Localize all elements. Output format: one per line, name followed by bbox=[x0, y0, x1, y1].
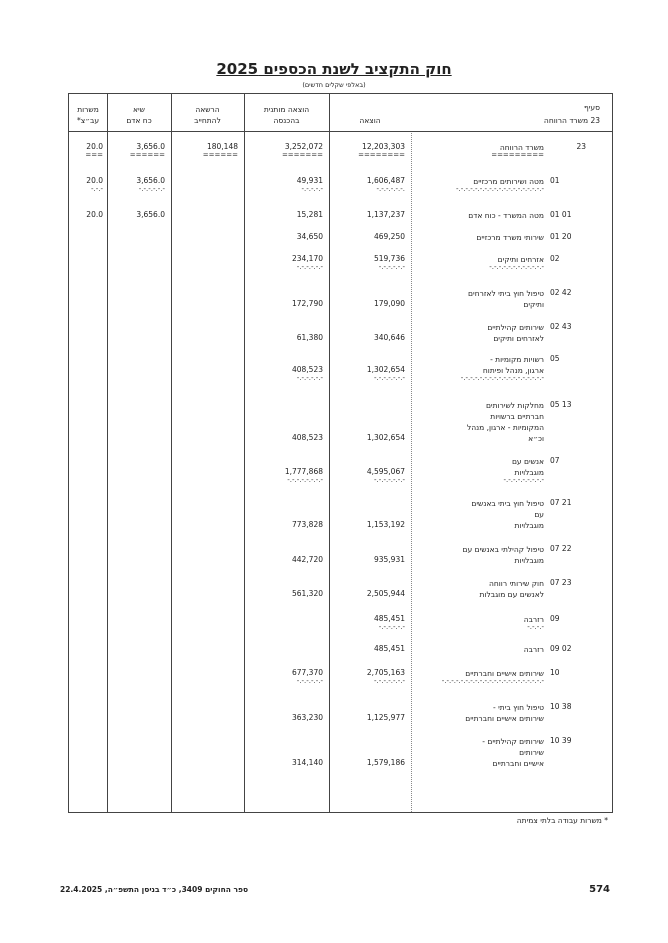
cell-underline: -.-.-.-.-.- bbox=[296, 374, 323, 382]
cell-underline: -.-.-.-.-.-.- bbox=[373, 476, 405, 484]
budget-table bbox=[68, 93, 613, 813]
footnote: * משרות עבודה בלתי צמיתה bbox=[516, 816, 608, 825]
header-peak: שיא כח אדם bbox=[126, 105, 152, 125]
cell-expense: 935,931 bbox=[373, 555, 405, 564]
row-code: 10 38 bbox=[550, 702, 572, 711]
cell-underline: -.-.-.-.-.- bbox=[378, 263, 405, 271]
cell-cond: 34,650 bbox=[296, 232, 323, 241]
row-code: 05 bbox=[550, 354, 560, 363]
cell-pos: 20.0 bbox=[86, 142, 103, 151]
cell-expense: 179,090 bbox=[373, 299, 405, 308]
cell-cond: 3,252,072 bbox=[284, 142, 323, 151]
cell-pos: 20.0 bbox=[86, 210, 103, 219]
row-code: 01 20 bbox=[550, 232, 572, 241]
cell-underline: ======== bbox=[358, 151, 405, 159]
col-divider bbox=[107, 94, 108, 812]
row-code: 10 39 bbox=[550, 736, 572, 745]
cell-expense: 1,579,186 bbox=[366, 758, 405, 767]
cell-cond: 61,380 bbox=[296, 333, 323, 342]
cell-cond: 314,140 bbox=[291, 758, 323, 767]
cell-expense: 12,203,303 bbox=[362, 142, 405, 151]
col-divider bbox=[171, 94, 172, 812]
row-label: טיפול קהילתי באנשים עם מוגבלויות bbox=[462, 545, 544, 565]
cell-cond: 15,281 bbox=[296, 210, 323, 219]
cell-expense: 2,505,944 bbox=[366, 589, 405, 598]
row-code: 02 bbox=[550, 254, 560, 263]
cell-cond: 172,790 bbox=[291, 299, 323, 308]
cell-cond: 234,170 bbox=[291, 254, 323, 263]
header-section-name: 23 משרד הרווחה bbox=[543, 116, 600, 125]
cell-cond: 408,523 bbox=[291, 433, 323, 442]
row-label: אזרחים ותיקים bbox=[497, 255, 544, 264]
col-divider bbox=[329, 94, 330, 812]
cell-underline: -.-.-.-.-.-. bbox=[376, 185, 405, 193]
cell-auth: 180,148 bbox=[206, 142, 238, 151]
col-divider bbox=[244, 94, 245, 812]
cell-underline: -.-.-.-.-.- bbox=[296, 263, 323, 271]
row-label: שירותים קהילתיים לאזרחים ותיקים bbox=[487, 323, 544, 343]
cell-cond: 773,828 bbox=[291, 520, 323, 529]
row-code: 09 02 bbox=[550, 644, 572, 653]
cell-underline: -.-.-.-.-.- bbox=[378, 623, 405, 631]
row-code: 02 42 bbox=[550, 288, 572, 297]
row-label-underline: ========= bbox=[491, 151, 544, 159]
cell-expense: 485,451 bbox=[373, 614, 405, 623]
row-label-underline: -.-.-.-.-.-.-.-.-.-.-.-.-.-.-.-.-.-.-.-.-.- bbox=[441, 677, 544, 685]
cell-peak: 3,656.0 bbox=[136, 210, 165, 219]
cell-cond: 49,931 bbox=[296, 176, 323, 185]
row-label: רזרבה bbox=[523, 645, 544, 654]
row-label: שירותים אישיים וחברתיים bbox=[465, 669, 544, 678]
cell-peak: 3,656.0 bbox=[136, 142, 165, 151]
row-code: 01 01 bbox=[550, 210, 572, 219]
cell-underline: ====== bbox=[202, 151, 238, 159]
cell-peak: 3,656.0 bbox=[136, 176, 165, 185]
row-label: טיפול חוץ ביתי - שירותים אישיים וחברתיים bbox=[465, 703, 544, 723]
row-label: רשויות מקומיות - ארגון, מנהל ופיתוח bbox=[482, 355, 544, 375]
cell-underline: ======= bbox=[281, 151, 323, 159]
footer-citation: ספר החוקים 3409, כ״ד בניסן התשפ״ה, 22.4.2025 bbox=[60, 885, 249, 894]
cell-underline: -.-.-.-.-.- bbox=[138, 185, 165, 193]
row-label-underline: -.-.-.-.-.-.-.-.-.-.-.-.-.-.-.-.-.- bbox=[460, 374, 544, 382]
page-title: חוק התקציב לשנת הכספים 2025 bbox=[216, 60, 452, 78]
header-authorization: הרשאה להתחייב bbox=[194, 105, 221, 125]
page-number: 574 bbox=[589, 884, 610, 895]
row-code: 07 21 bbox=[550, 498, 572, 507]
header-section: סעיף bbox=[583, 103, 600, 112]
cell-cond: 442,720 bbox=[291, 555, 323, 564]
cell-cond: 408,523 bbox=[291, 365, 323, 374]
row-label: מטה המשרד - כוח אדם bbox=[468, 211, 544, 220]
row-label: שירותים קהילתיים - שירותים אישיים וחברתיים bbox=[482, 737, 544, 768]
cell-expense: 1,302,654 bbox=[366, 433, 405, 442]
cell-underline: -.-.-.-.-.-.-.- bbox=[287, 476, 323, 484]
cell-cond: 363,230 bbox=[291, 713, 323, 722]
row-label-underline: -.-.-.-.-.-.-.-.-.-.-.- bbox=[489, 263, 544, 271]
cell-underline: -.-.-.-.-.-.- bbox=[373, 677, 405, 685]
row-code: 07 bbox=[550, 456, 560, 465]
cell-underline: -.-.-.-.-.- bbox=[296, 677, 323, 685]
row-code: 01 bbox=[550, 176, 560, 185]
header-divider bbox=[69, 131, 612, 132]
cell-expense: 1,153,192 bbox=[366, 520, 405, 529]
cell-cond: 1,777,868 bbox=[284, 467, 323, 476]
cell-pos: 20.0 bbox=[86, 176, 103, 185]
cell-underline: === bbox=[85, 151, 103, 159]
page-subtitle: (באלפי שקלים חדשים) bbox=[302, 81, 366, 89]
row-code: 10 bbox=[550, 668, 560, 677]
cell-expense: 485,451 bbox=[373, 644, 405, 653]
header-expense: הוצאה bbox=[359, 116, 381, 125]
row-label: מחלקות לשירותים חברתיים ברשויות המקומיות - ארגון, מנהל וכ״א bbox=[466, 401, 544, 443]
row-code: 07 22 bbox=[550, 544, 572, 553]
row-code: 09 bbox=[550, 614, 560, 623]
cell-cond: 561,320 bbox=[291, 589, 323, 598]
cell-expense: 1,606,487 bbox=[366, 176, 405, 185]
row-label: טיפול חוץ ביתי לאזרחים ותיקים bbox=[468, 289, 544, 309]
cell-underline: ====== bbox=[129, 151, 165, 159]
cell-expense: 1,302,654 bbox=[366, 365, 405, 374]
row-label: חוק שירותי רווחה לאנשים עם מוגבלות bbox=[479, 579, 544, 599]
row-label: מטה ושירותים מרכזיים bbox=[473, 177, 544, 186]
header-conditional: הוצאה מותנית בהכנסה bbox=[263, 105, 310, 125]
row-code: 02 43 bbox=[550, 322, 572, 331]
header-positions: משרות עב״צ* bbox=[76, 105, 100, 125]
row-label: רזרבה bbox=[523, 615, 544, 624]
row-label: טיפול חוץ ביתי באנשים עם מוגבלויות bbox=[471, 499, 544, 530]
row-label-underline: -.-.-.- bbox=[527, 623, 544, 631]
row-code: 05 13 bbox=[550, 400, 572, 409]
row-code: 07 23 bbox=[550, 578, 572, 587]
cell-expense: 519,736 bbox=[373, 254, 405, 263]
row-label-underline: -.-.-.-.-.-.-.-.-.-.-.-.-.-.-.-.-.-.- bbox=[455, 185, 544, 193]
row-label: אנשים עם מוגבלויות bbox=[511, 457, 544, 477]
row-code: 23 bbox=[576, 142, 586, 151]
cell-underline: -.-.- bbox=[90, 185, 103, 193]
cell-underline: -.-.-.-.-.-.- bbox=[373, 374, 405, 382]
row-label-underline: -.-.-.-.-.-.-.-.- bbox=[503, 476, 544, 484]
cell-expense: 469,250 bbox=[373, 232, 405, 241]
row-label: משרד הרווחה bbox=[499, 143, 544, 152]
cell-expense: 4,595,067 bbox=[366, 467, 405, 476]
cell-expense: 340,646 bbox=[373, 333, 405, 342]
cell-expense: 1,125,977 bbox=[366, 713, 405, 722]
cell-cond: 677,370 bbox=[291, 668, 323, 677]
cell-expense: 2,705,163 bbox=[366, 668, 405, 677]
cell-expense: 1,137,237 bbox=[366, 210, 405, 219]
row-label: שירותי משרד מרכזיים bbox=[476, 233, 544, 242]
cell-underline: -.-.-.-.- bbox=[301, 185, 323, 193]
